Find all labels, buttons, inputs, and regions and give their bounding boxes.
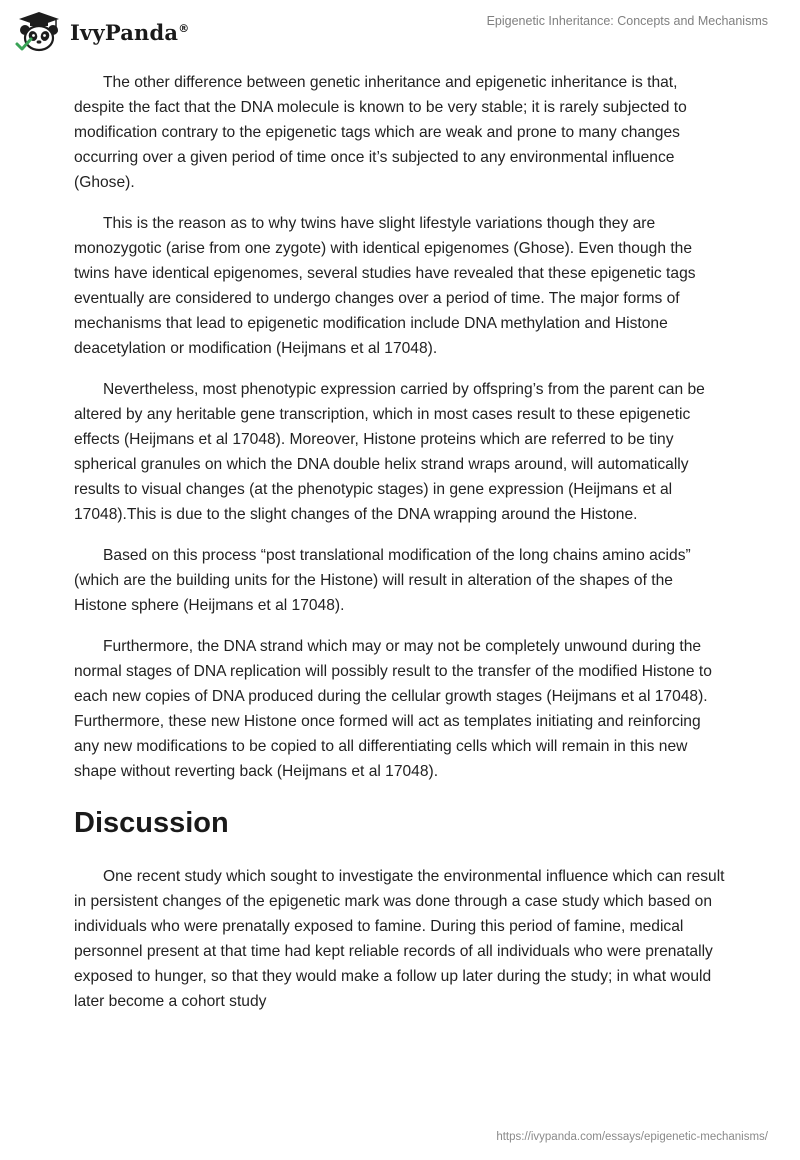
paragraph: The other difference between genetic inheritance and epigenetic inheritance is that, despite the fact that the DNA molecule is known to be very stable; it is rarely subjected to modification contrary to the epigenetic tags which are weak and prone to many changes occurring over a given period of time once it’s subjected to any environmental influence (Ghose). — [74, 74, 687, 191]
paragraph: This is the reason as to why twins have slight lifestyle variations though they are monozygotic (arise from one zygote) with identical epigenomes (Ghose). Even though the twins have identical epigenomes, several studies have revealed that these epigenetic tags eventually are considered to undergo changes over a period of time. The major forms of mechanisms that lead to epigenetic modification include DNA methylation and Histone deacetylation or modification (Heijmans et al 17048). — [74, 215, 696, 357]
document-title: Epigenetic Inheritance: Concepts and Mechanisms — [486, 14, 768, 28]
paragraph: Based on this process “post translational modification of the long chains amino acids” (which are the building units for the Histone) will result in alteration of the shapes of the Histone sphere (Heijmans et al 17048). — [74, 547, 691, 614]
paragraph: Nevertheless, most phenotypic expression carried by offspring’s from the parent can be altered by any heritable gene transcription, which in most cases result to these epigenetic effects (Heijmans et al 17048). Moreover, Histone proteins which are referred to be tiny spherical granules on which the DNA double helix strand wraps around, will automatically results to visual changes (at the phenotypic stages) in gene expression (Heijmans et al 17048).This is due to the slight changes of the DNA wrapping around the Histone. — [74, 381, 705, 523]
paragraph: Furthermore, the DNA strand which may or may not be completely unwound during the normal stages of DNA replication will possibly result to the transfer of the modified Histone to each new copies of DNA produced during the cellular growth stages (Heijmans et al 17048). Furthermore, these new Histone once formed will act as templates initiating and reinforcing any new modifications to be copied to all differentiating cells which will remain in this new shape without reverting back (Heijmans et al 17048). — [74, 638, 712, 780]
section-heading: Discussion — [74, 807, 229, 839]
page-header — [0, 0, 800, 64]
panda-graduate-icon — [14, 11, 64, 53]
source-url[interactable]: https://ivypanda.com/essays/epigenetic-mechanisms/ — [496, 1131, 768, 1143]
paragraph: One recent study which sought to investigate the environmental influence which can result in persistent changes of the epigenetic mark was done through a case study which based on individuals who were prenatally exposed to famine. During this period of famine, medical personnel present at that time had kept reliable records of all individuals who were prenatally exposed to hunger, so that they would make a follow up later during the study; in what would later become a cohort study — [74, 868, 725, 1010]
brand-name: IvyPanda® — [70, 19, 190, 45]
brand-logo[interactable] — [14, 10, 189, 54]
essay-body — [74, 70, 729, 1030]
